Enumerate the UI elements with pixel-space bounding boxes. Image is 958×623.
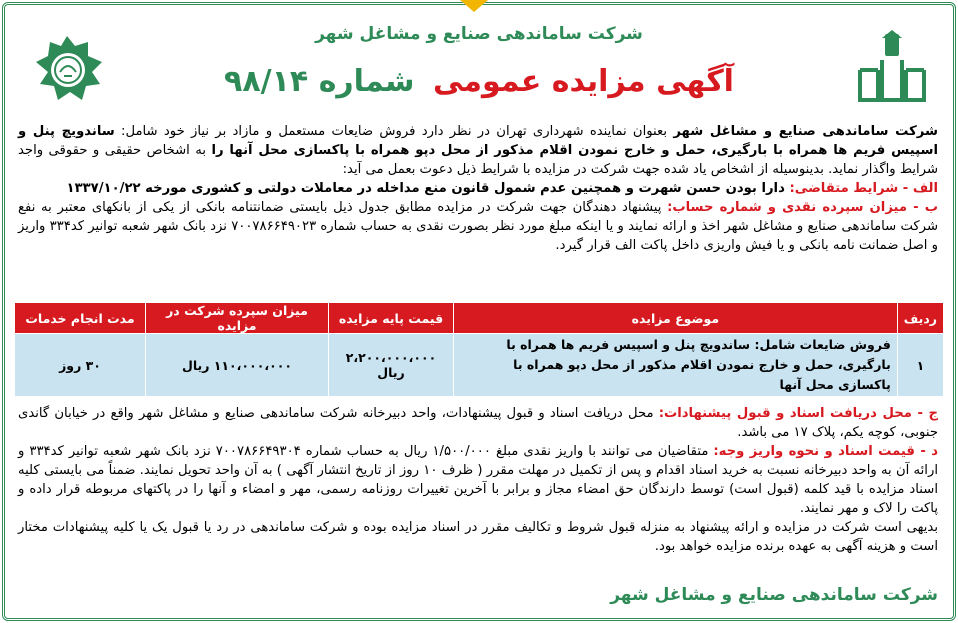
section-d — [18, 442, 938, 518]
section-a — [18, 179, 938, 198]
footer-company-name: شرکت ساماندهی صنایع و مشاغل شهر — [610, 585, 938, 605]
header-base-price: قیمت پایه مزایده — [329, 303, 454, 334]
header-subject: موضوع مزایده — [454, 303, 898, 334]
cell-deposit: ۱۱۰،۰۰۰،۰۰۰ ریال — [146, 334, 329, 397]
intro-text1: بعنوان نماینده شهرداری تهران در نظر دارد فروش ضایعات مستعمل و مازاد بر نیاز خود شامل: — [114, 124, 674, 139]
section-d-label: د - قیمت اسناد و نحوه واریز وجه: — [713, 444, 938, 459]
header-row-number: ردیف — [897, 303, 943, 334]
cell-subject: فروش ضایعات شامل: ساندویچ پنل و اسپیس فریم ها همراه با بارگیری، حمل و خارج نمودن اقلام مذکور از محل دپو همراه با پاکسازی محل آنها — [454, 334, 898, 397]
section-c — [18, 404, 938, 442]
section-c-text: محل دریافت اسناد و قبول پیشنهادات، واحد دبیرخانه شرکت ساماندهی صنایع و مشاغل شهر واقع در خیابان گاندی جنوبی، کوچه یکم، پلاک ۱۷ می باشد. — [18, 406, 938, 440]
top-notch-decoration — [460, 0, 488, 12]
auction-table — [14, 302, 944, 397]
cell-duration: ۳۰ روز — [15, 334, 146, 397]
cell-row-number: ۱ — [897, 334, 943, 397]
section-a-text: دارا بودن حسن شهرت و همچنین عدم شمول قانون منع مداخله در معاملات دولتی و کشوری مورخه ۱۳۳۷/۱۰/۲۲ — [66, 181, 790, 196]
body-text-top — [18, 122, 938, 255]
cell-base-price: ۲،۲۰۰،۰۰۰،۰۰۰ ریال — [329, 334, 454, 397]
intro-items: ساندویچ پنل و اسپیس فریم ها همراه با بارگیری، حمل و خارج نمودن اقلام مذکور از محل دپو همراه با پاکسازی محل آنها را — [18, 124, 939, 158]
section-d-text: متقاضیان می توانند با واریز نقدی مبلغ ۱/۵۰۰/۰۰۰ ریال به حساب شماره ۷۰۰۷۸۶۶۴۹۳۰۴ نزد بانک شهر شعبه توانیر کد۳۳۴ و ارائه آن به واحد دبیرخانه نسبت به خرید اسناد اقدام و پس از تکمیل در مهلت مقرر ( ظرف ۱۰ روز از تاریخ انتشار آگهی ) به آن واحد تحویل نمایند. ضمناً می بایستی کلیه اسناد مزایده با قید کلمه (قبول است) توسط دارندگان حق امضاء مجاز و برابر با آخرین تغییرات روزنامه رسمی، مهر و امضاء و آنها را در پاکتهای مربوطه قرار داده و پاکت را لاک و مهر نمایند. — [18, 444, 938, 516]
section-b — [18, 198, 938, 255]
company-name-header: شرکت ساماندهی صنایع و مشاغل شهر — [315, 24, 643, 44]
intro-paragraph — [18, 122, 938, 179]
table-header-row — [15, 303, 944, 334]
title-text: آگهی مزایده عمومی — [433, 64, 734, 99]
table-row — [15, 334, 944, 397]
header-duration: مدت انجام خدمات — [15, 303, 146, 334]
section-b-label: ب - میزان سپرده نقدی و شماره حساب: — [667, 200, 938, 215]
title-number: شماره ۹۸/۱۴ — [224, 64, 415, 99]
section-b-text: پیشنهاد دهندگان جهت شرکت در مزایده مطابق جدول ذیل بایستی ضمانتنامه بانکی از یکی از بانکهای معتبر به نفع شرکت ساماندهی صنایع و مشاغل شهر اخذ و ارائه نمایند و یا اینکه مبلغ مورد نظر بصورت نقدی به حساب شماره ۷۰۰۷۸۶۶۴۹۰۲۳ نزد بانک شهر شعبه توانیر کد۳۳۴ واریز و اصل ضمانت نامه بانکی و یا فیش واریزی داخل پاکت الف قرار گیرد. — [18, 200, 938, 253]
auction-title — [0, 62, 958, 102]
header-deposit: میزان سپرده شرکت در مزایده — [146, 303, 329, 334]
section-c-label: ج - محل دریافت اسناد و قبول پیشنهادات: — [658, 406, 938, 421]
intro-company: شرکت ساماندهی صنایع و مشاغل شهر — [673, 124, 938, 139]
body-text-bottom — [18, 404, 938, 556]
closing-paragraph: بدیهی است شرکت در مزایده و ارائه پیشنهاد به منزله قبول شروط و تکالیف مقرر در اسناد مزایده بوده و شرکت ساماندهی در رد یا قبول یک یا کلیه پیشنهادات مختار است و هزینه آگهی به عهده برنده مزایده خواهد بود. — [18, 520, 938, 554]
intro-text2: به اشخاص حقیقی و حقوقی واجد شرایط واگذار نماید. بدینوسیله از اشخاص یاد شده جهت شرکت در مزایده با شرایط ذیل دعوت بعمل می آید: — [18, 143, 938, 177]
section-a-label: الف - شرایط متقاضی: — [789, 181, 938, 196]
